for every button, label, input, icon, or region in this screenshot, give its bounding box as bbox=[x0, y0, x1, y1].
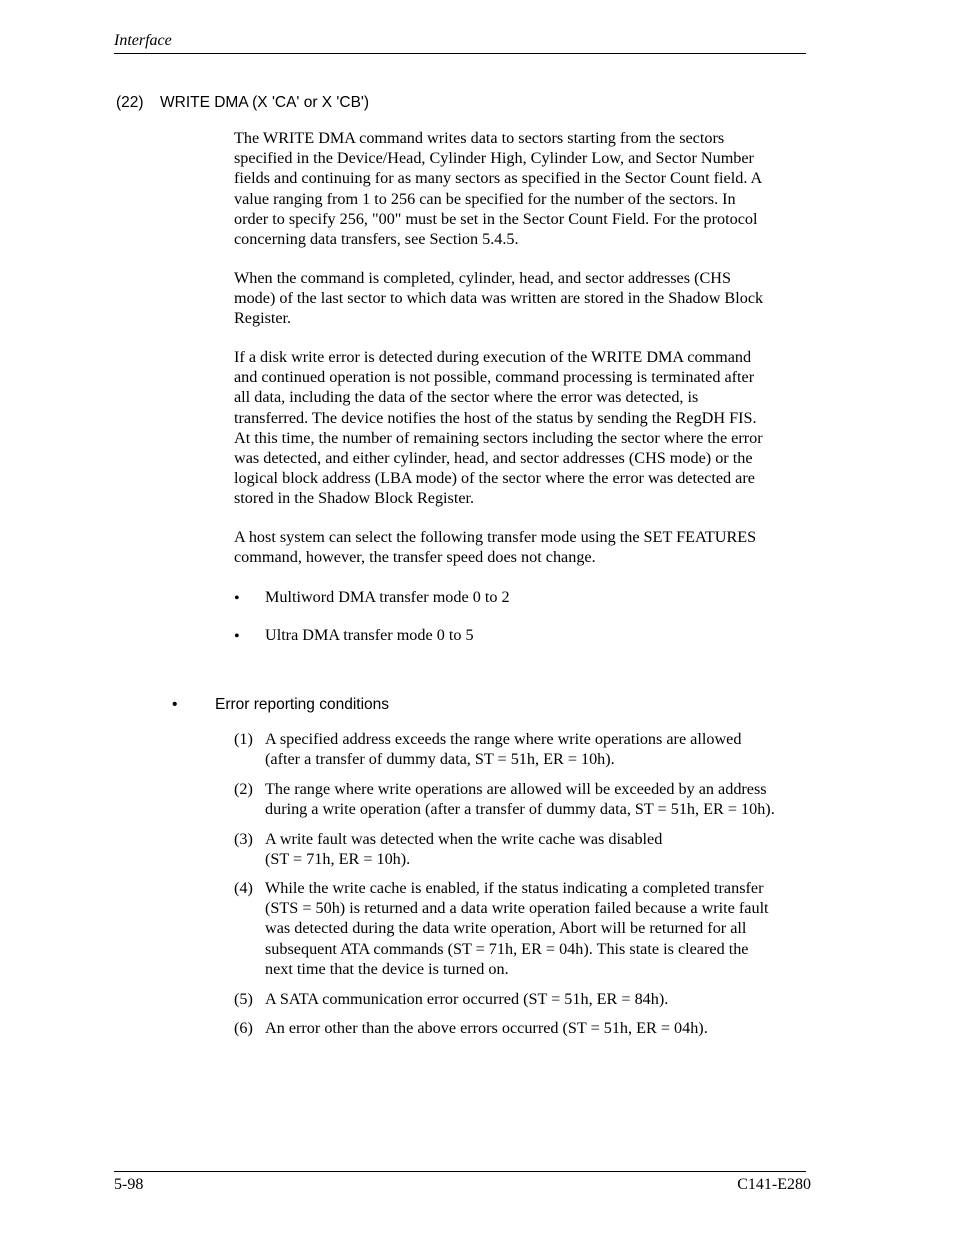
paragraph-text: When the command is completed, cylinder, head, and sector addresses (CHS mode) of the last sector to which data was written are stored in the Shadow Block Register. bbox=[234, 269, 764, 328]
paragraph-write-error bbox=[234, 347, 814, 509]
error-condition-item bbox=[234, 729, 814, 769]
error-condition-text: The range where write operations are allowed will be exceeded by an address during a write operation (after a transfer of dummy data, ST = 51h, ER = 10h). bbox=[265, 780, 775, 819]
document-id: C141-E280 bbox=[737, 1176, 811, 1193]
section-heading bbox=[116, 94, 369, 112]
error-condition-text: A SATA communication error occurred (ST = 51h, ER = 84h). bbox=[265, 990, 669, 1008]
section-number: (22) bbox=[116, 94, 144, 111]
header-rule bbox=[114, 53, 806, 54]
page-header-title: Interface bbox=[114, 32, 172, 49]
paragraph-text: If a disk write error is detected during execution of the WRITE DMA command and continued operation is not possible, command processing is terminated after all data, including the data of the sector where the error was detected, is transferred. The device notifies the host of the status by sending the RegDH FIS. At this time, the number of remaining sectors including the sector where the error was detected, and either cylinder, head, and sector addresses (CHS mode) or the logical block address (LBA mode) of the sector where the error was detected are stored in the Shadow Block Register. bbox=[234, 348, 763, 508]
paragraph-completion bbox=[234, 268, 814, 329]
error-reporting-heading-text: Error reporting conditions bbox=[215, 696, 390, 713]
error-condition-number: (6) bbox=[234, 1019, 253, 1037]
paragraph-command-description bbox=[234, 128, 814, 249]
error-condition-item bbox=[234, 829, 814, 869]
error-condition-text: A write fault was detected when the write cache was disabled (ST = 71h, ER = 10h). bbox=[265, 830, 663, 869]
error-condition-item bbox=[234, 779, 814, 819]
error-condition-number: (1) bbox=[234, 730, 253, 748]
error-condition-number: (2) bbox=[234, 780, 253, 798]
error-condition-text: While the write cache is enabled, if the status indicating a completed transfer (STS = 50h) is returned and a data write operation failed because a write fault was detected during the data write operation, Abort will be returned for all subsequent ATA commands (ST = 71h, ER = 04h). This state is cleared the next time that the device is turned on. bbox=[265, 879, 769, 978]
bullet-icon: • bbox=[234, 627, 240, 645]
error-condition-text: A specified address exceeds the range where write operations are allowed (after a transfer of dummy data, ST = 51h, ER = 10h). bbox=[265, 730, 742, 769]
error-condition-number: (5) bbox=[234, 990, 253, 1008]
page-number: 5-98 bbox=[114, 1176, 144, 1193]
bullet-icon: • bbox=[234, 589, 240, 607]
error-condition-number: (4) bbox=[234, 879, 253, 897]
error-condition-item bbox=[234, 989, 814, 1009]
footer-rule bbox=[114, 1171, 806, 1172]
paragraph-text: A host system can select the following transfer mode using the SET FEATURES command, however, the transfer speed does not change. bbox=[234, 528, 757, 567]
bullet-icon: • bbox=[172, 696, 178, 713]
error-condition-text: An error other than the above errors occurred (ST = 51h, ER = 04h). bbox=[265, 1019, 708, 1037]
list-item-text: Ultra DMA transfer mode 0 to 5 bbox=[265, 626, 474, 644]
section-title: WRITE DMA (X 'CA' or X 'CB') bbox=[160, 94, 370, 111]
paragraph-transfer-mode bbox=[234, 527, 814, 567]
list-item-text: Multiword DMA transfer mode 0 to 2 bbox=[265, 588, 510, 606]
error-condition-item bbox=[234, 1018, 814, 1038]
error-condition-item bbox=[234, 878, 814, 979]
paragraph-text: The WRITE DMA command writes data to sectors starting from the sectors specified in the Device/Head, Cylinder High, Cylinder Low, and Sector Number fields and continuing for as many sectors as specified in the Sector Count field. A value ranging from 1 to 256 can be specified for the number of the sectors. In order to specify 256, "00" must be set in the Sector Count Field. For the protocol concerning data transfers, see Section 5.4.5. bbox=[234, 129, 763, 249]
error-condition-number: (3) bbox=[234, 830, 253, 848]
